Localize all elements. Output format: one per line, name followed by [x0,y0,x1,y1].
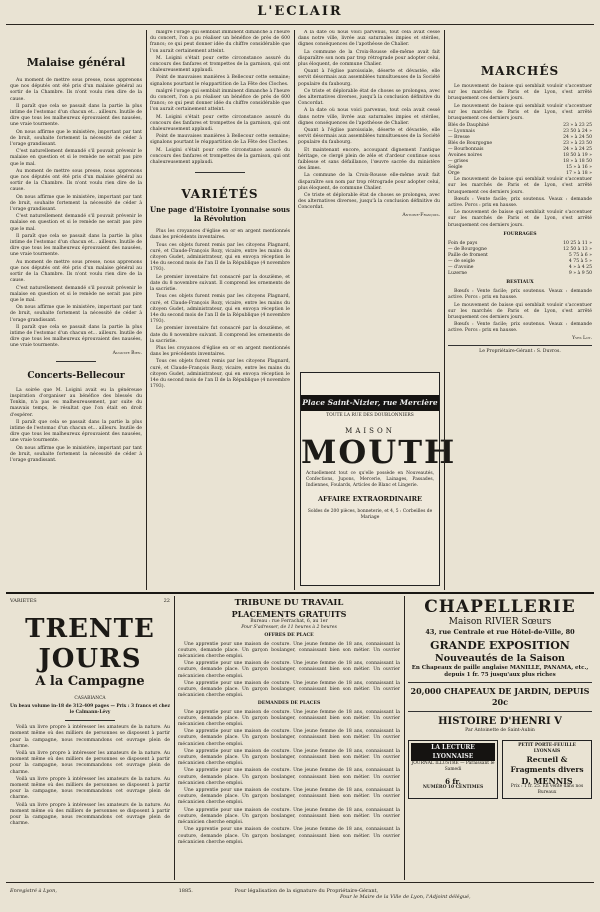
paragraph: Ce triste et déplorable état de choses se prolongea, avec des alternatives diverses, jusqu'à la conclusion définitive du Concordat. [298,193,440,211]
price-value: 4 » à 4 25 [568,265,592,271]
serial-header [10,598,170,604]
price-value: 24 » à 24 50 [563,135,592,141]
price-label: — Bresse [448,135,470,141]
paragraph: Point de mauvaises manières à Bellecour cette semaine; signalons pourtant le réappartition de La Fête des Cloches. [150,134,290,146]
paragraph: Le premier inventaire fut consacré par la douzième, et date du 8 novembre suivant. Il comprend les ornements de la sacristie. [150,274,290,293]
serial-number: 22 [163,598,170,604]
paragraph: Et maintenant encore, accoupant dignement l'antique héritage, ce clergé plein de zèle et d'ardeur continue sous faiblesse et sans défaillance, l'œuvre sacrée du ministère des âmes. [298,147,440,172]
tribune-subtitle: PLACEMENTS GRATUITS [231,609,347,619]
paragraph: Plus les croyances d'église en or en argent mentionnés dans les précédents inventaires. [150,345,290,358]
recueil-author: D. MENNIS [521,776,573,787]
price-value: 23 50 à 24 » [563,129,592,135]
price-label: Blés de Dauphiné [448,123,489,129]
paragraph: Bœufs : Vente facile; prix soutenus. Veaux : demande active. Porcs : prix en hausse. [448,322,592,334]
column-divider [146,30,147,590]
paragraph: Une apprentie pour une maison de couture. Une jeune femme de 18 ans, connaissant la couture, demande place. Un garçon boulanger, connaissant bien son métier. Un ouvrier mécanicien cherche emploi. [178,768,400,786]
price-label: Blés de Bourgogne [448,141,493,147]
recueil-ad [502,740,592,799]
paragraph: On nous affirme que le ministère, important par tant de bruit, souhaite fortement la nécessité de céder à l'orage grandissant. [10,445,142,463]
price-value: 4 75 à 5 » [568,259,592,265]
varietes-title: VARIÉTÉS [181,187,259,202]
price-value: 15 » à 16 » [566,165,592,171]
lecture-price: 6 fr. [445,777,461,787]
serial-author: CASABIANCA [74,696,106,702]
price-label: — Lyonnais [448,129,475,135]
paragraph: La commune de la Croix-Rousse elle-même avait fait disparaître son nom par trop rétrograde pour adopter celui, plus éloquent, de commune Chalier. [298,49,440,68]
column-2 [150,30,290,590]
paragraph: Une apprentie pour une maison de couture. Une jeune femme de 18 ans, connaissant la couture, demande place. Un garçon boulanger, connaissant bien son métier. Un ouvrier mécanicien cherche emploi. [178,788,400,806]
paragraph: Bœufs : Vente facile; prix soutenus. Veaux : demande active. Porcs : prix en hausse. [448,196,592,209]
paragraph: Le mouvement de baisse qui semblait vouloir s'accentuer sur les marchés de Paris et de Lyon, s'est arrêté brusquement ces derniers jours. [448,103,592,122]
serial-subtitle: A la Campagne [35,674,145,690]
price-label: — d'avoine [448,265,474,271]
tribune-column [178,598,400,880]
chapellerie-advertisement [408,598,592,880]
lecture-title: LA LECTURE LYONNAISE [411,743,495,761]
column-divider [174,596,175,880]
article-title-concerts: Concerts-Bellecour [27,370,125,381]
paragraph: Une apprentie pour une maison de couture. Une jeune femme de 18 ans, connaissant la couture, demande place. Un garçon boulanger, connaissant bien son métier. Un ouvrier mécanicien cherche emploi. [178,827,400,845]
paragraph: Il paraît que cela se passait dans la partie la plus intime de l'estomac d'un chacun et... ailleurs. Inutile de dire que tous les malheureux éprouvaient des nausées, une vraie tourmente. [10,324,142,349]
paragraph: Le mouvement de baisse qui semblait vouloir s'accentuer sur les marchés de Paris et de Lyon, s'est arrêté brusquement ces derniers jours. [448,84,592,102]
footer-year: 1885. [178,888,193,894]
paragraph: Une apprentie pour une maison de couture. Une jeune femme de 18 ans, connaissant la couture, demande place. Un garçon boulanger, connaissant bien son métier. Un ouvrier mécanicien cherche emploi. [178,729,400,747]
paragraph: La soirée que M. Loigini avait eu la généreuse inspiration d'organiser au bénéfice des blessés du Tonkin, n'a pas eu malheureusement, par suite du mauvais temps, le résultat que l'on était en droit d'espérer. [10,387,142,418]
bottom-ads-row [408,740,592,799]
paragraph: Voilà un livre propre à intéresser les amateurs de la nature. Au moment même où des milliers de personnes se disposent à partir pour la campagne, nous recommandons cet ouvrage plein de charme. [10,776,170,801]
paragraph: Au moment de mettre sous presse, nous apprenons que nos députés ont été pris d'un malaise général au sortir de la Chambre. Ils n'ont voulu rien dire de la cause. [10,259,142,284]
price-value: 23 » à 23 50 [563,141,592,147]
column-divider [444,30,445,590]
price-label: Avoines noires [448,153,482,159]
paragraph: Une apprentie pour une maison de couture. Une jeune femme de 18 ans, connaissant la couture, demande place. Un garçon boulanger, connaissant bien son métier. Un ouvrier mécanicien cherche emploi. [178,709,400,728]
paragraph: On nous affirme que le ministère, important par tant de bruit, souhaite fortement la nécessité de céder à l'orage grandissant. [10,305,142,323]
separator [408,682,592,683]
fourrages-heading: FOURRAGES [503,231,537,237]
paragraph: Voilà un livre propre à intéresser les amateurs de la nature. Au moment même où des milliers de personnes se disposent à partir pour la campagne, nous recommandons cet ouvrage plein de charme. [10,725,170,749]
ad-place: Place Saint-Nizier, rue Mercière [301,395,439,411]
column-1 [10,30,142,590]
paragraph: Il paraît que cela se passait dans la partie la plus intime de l'estomac d'un chacun et... ailleurs. Inutile de dire que tous les malheureux éprouvaient des nausées, une vraie tourmente. [10,419,142,444]
paragraph: Une apprentie pour une maison de couture. Une jeune femme de 18 ans, connaissant la couture, demande place. Un garçon boulanger, connaissant bien son métier. Un ouvrier mécanicien cherche emploi. [178,807,400,826]
paragraph: Tous ces objets furent remis par les citoyens Plagnard, curé, et Claude-François Rozy, vicaire, entre les mains du citoyen Gudet, administrateur, qui en envoya réception le 14e du second mois de l'an II de la République (4 novembre 1793). [150,242,290,273]
price-label: Paille de froment [448,253,488,259]
separator [56,361,96,362]
footer-rule [6,882,594,883]
separator [408,711,592,712]
recueil-price: Prix : 1 fr. 25. En vente dans nos Bureaux [510,784,584,796]
lecture-subtitle: JOURNAL ILLUSTRÉ — Paraissant le Samedi [411,761,495,773]
marches-title: MARCHÉS [480,64,560,78]
fourrages-table [448,241,592,277]
price-label: — de Bourgogne [448,247,487,253]
price-value: 9 » à 9 50 [568,271,592,277]
paragraph: Une apprentie pour une maison de couture. Une jeune femme de 18 ans, connaissant la couture, demande place. Un garçon boulanger, connaissant bien son métier. Un ouvrier mécanicien cherche emploi. [178,748,400,767]
chapellerie-nouveautes: Nouveautés de la Saison [435,653,565,664]
paragraph: Ce triste et déplorable état de choses se prolongea, avec des alternatives diverses, jusqu'à la conclusion définitive du Concordat. [298,88,440,107]
paragraph: M. Loigini s'était pour cette circonstance assuré du concours des fanfares et trompettes de la garnison, qui ont chaleureusement applaudi. [150,147,290,166]
bestiaux-heading: BESTIAUX [506,280,534,286]
ad-bottom: Soldes de 200 pièces, bonneterie, et 4, 5 : Corbeilles de Mariage [307,509,433,520]
paragraph: On nous affirme que le ministère, important par tant de bruit, souhaite fortement la nécessité de céder à l'orage grandissant. [10,194,142,213]
chapellerie-maison: Maison RIVIER Sœurs [448,617,552,627]
ad-maison: MAISON [345,427,395,435]
ad-text: Actuellement tout ce qu'elle possède en Nouveautés, Confections, Jupons, Mercerie, Lainages, Passades, Indiennes, Foulards, Articles de Blanc et Lingerie. [306,471,434,488]
paragraph: Il paraît que cela se passait dans la partie la plus intime de l'estomac d'un chacun et... ailleurs. Inutile de dire que tous les malheureux éprouvaient des nausées, une vraie tourmente. [10,103,142,128]
paragraph: malgré l'orage qui semblait imminent dimanche à l'heure du concert, l'on a pu réaliser un bénéfice de près de 600 francs; ce qui peut donner idée du chiffre considérable que l'on aurait certainement atteint. [150,88,290,113]
paragraph: Le mouvement de baisse qui semblait vouloir s'accentuer sur les marchés de Paris et de Lyon, s'est arrêté brusquement ces derniers jours. [448,210,592,228]
bottom-section-rule [6,592,594,594]
price-label: — grises [448,159,469,165]
tribune-hours: Pour S'adresser, de 11 heures à 2 heures [241,625,337,631]
price-label: Luzerne [448,271,468,277]
paragraph: Tous ces objets furent remis par les citoyens Plagnard, curé, et Claude-François Rozy, vicaire, entre les mains du citoyen Gudet, administrateur, qui en envoya réception le 14e du second mois de l'an II de la République (4 novembre 1793). [150,294,290,325]
signature: Antoine-François. [402,212,440,218]
footer-right: Pour légalisation de la signature du Propriétaire-Gérant, [234,888,379,894]
signature: Auguste Bien. [112,350,142,356]
page-footer [10,888,590,900]
paragraph: Voilà un livre propre à intéresser les amateurs de la nature. Au moment même où des milliers de personnes se disposent à partir pour la campagne, nous recommandons cet ouvrage plein de charme. [10,802,170,827]
paragraph: M. Loigini s'était pour cette circonstance assuré du concours des fanfares et trompettes de la garnison, qui ont chaleureusement applaudi. [150,55,290,74]
price-label: — Bourbonnais [448,147,484,153]
price-value: 18 » à 18 50 [563,159,592,165]
paragraph: M. Loigini s'était pour cette circonstance assuré du concours des fanfares et trompettes de la garnison, qui ont chaleureusement applaudi. [150,114,290,133]
paragraph: Quant à l'église paroissiale, déserte et dévastée, elle servit désormais aux assemblées tumultueuses de la Société populaire du faubourg. [298,69,440,87]
column-4 [448,30,592,590]
varietes-subtitle: Une page d'Histoire Lyonnaise sous la Révolution [150,205,290,224]
paragraph: Point de mauvaises manières à Bellecour cette semaine; signalons pourtant le réappartition de La Fête des Cloches. [150,75,290,87]
price-value: 24 » à 24 25 [563,147,592,153]
price-value: 18 50 à 19 » [563,153,592,159]
demandes-heading: DEMANDES DE PLACES [257,701,321,707]
signature: Yves Lot. [572,335,592,341]
separator [65,720,115,721]
offres-heading: OFFRES DE PLACE [264,633,314,639]
paragraph: La commune de la Croix-Rousse elle-même avait fait disparaître son nom par trop rétrograde pour adopter celui, plus éloquent, de commune Chalier. [298,173,440,191]
price-value: 10 25 à 11 » [563,241,592,247]
serial-title: TRENTE JOURS [25,614,155,675]
masthead-rule [6,24,594,25]
chapellerie-promo: 20,000 CHAPEAUX DE JARDIN, DEPUIS 20c [410,686,590,707]
price-label: Seigle [448,165,463,171]
paragraph: malgré l'orage qui semblait imminent dimanche à l'heure du concert, l'on a pu réaliser un bénéfice de près de 600 francs; ce qui peut donner idée du chiffre considérable que l'on aurait certainement atteint. [150,30,290,54]
ad-brand: MOUTH [301,433,457,471]
separator [448,345,592,346]
recueil-top: PETIT PORTE-FEUILLE LYONNAIS [518,743,576,755]
price-table [448,123,592,177]
price-value: 5 75 à 6 » [568,253,592,259]
paragraph: On nous affirme que le ministère, important par tant de bruit, souhaite fortement la nécessité de céder à l'orage grandissant. [10,129,142,148]
paragraph: Une apprentie pour une maison de couture. Une jeune femme de 18 ans, connaissant la couture, demande place. Un garçon boulanger, connaissant bien son métier. Un ouvrier mécanicien cherche emploi. [178,641,400,660]
paragraph: Au moment de mettre sous presse, nous apprenons que nos députés ont été pris d'un malaise général au sortir de la Chambre. Ils n'ont voulu rien dire de la cause. [10,78,142,102]
tribune-address: Bureau : rue Ferrachat, 6, au 1er [250,619,328,624]
chapellerie-title: CHAPELLERIE [424,598,576,617]
chapellerie-paille: En Chapeaux de paille anglaise MANILLE, PANAMA, etc., depuis 1 fr. 75 jusqu'aux plus riches [411,665,589,678]
gerant-line: Le Propriétaire-Gérant : S. Duvros. [479,348,561,354]
paragraph: C'est naturellement demandé s'il pouvait prévenir le malaise en question et si le remède ne serait pas pire que le mal. [10,285,142,303]
paragraph: Au moment de mettre sous presse, nous apprenons que nos députés ont été pris d'un malaise général au sortir de la Chambre. Ils n'ont voulu rien dire de la cause. [10,168,142,193]
price-label: Orge [448,171,460,177]
henri-title: HISTOIRE D'HENRI V [438,716,562,727]
price-value: 17 » à 18 » [566,171,592,177]
footer-right-2: Pour le Maire de la Ville de Lyon, l'Adjoint délégué, [340,894,471,900]
paragraph: Tous ces objets furent remis par les citoyens Plagnard, curé, et Claude-François Rozy, vicaire, entre les mains du citoyen Gudet, administrateur, qui en envoya réception le 14e du second mois de l'an II de la République (4 novembre 1793). [150,359,290,390]
footer-left: Enregistré à Lyon, [10,888,57,894]
paragraph: Une apprentie pour une maison de couture. Une jeune femme de 18 ans, connaissant la couture, demande place. Un garçon boulanger, connaissant bien son métier. Un ouvrier mécanicien cherche emploi. [178,661,400,679]
mouth-advertisement [300,372,457,586]
paragraph: A la date où nous voici parvenus, tout cela avait cessé dans notre ville, livrée aux saturnales impies et stériles, dignes conséquences de l'apothéose de Chalier. [298,30,440,48]
serial-volume: Un beau volume in-18 de 312-409 pages — Prix : 3 francs et chez le Calmann-Lévy [10,704,170,716]
paragraph: Quant à l'église paroissiale, déserte et dévastée, elle servit désormais aux assemblées tumultueuses de la Société populaire du faubourg. [298,128,440,146]
column-3 [298,30,440,360]
chapellerie-address: 43, rue Centrale et rue Hôtel-de-Ville, 80 [425,628,575,636]
column-divider [294,30,295,590]
henri-subtitle: Par Antoinette de Saint-Aubin [465,728,535,733]
price-value: 12 50 à 13 » [563,247,592,253]
paragraph: Plus les croyances d'église en or en argent mentionnés dans les précédents inventaires. [150,229,290,241]
lecture-numero: NUMÉRO 10 CENTIMES [422,785,484,791]
lecture-ad [408,740,498,799]
paragraph: Il paraît que cela se passait dans la partie la plus intime de l'estomac d'un chacun et... ailleurs. Inutile de dire que tous les malheureux éprouvaient des nausées, une vraie tourmente. [10,233,142,258]
paragraph: Le mouvement de baisse qui semblait vouloir s'accentuer sur les marchés de Paris et de Lyon, s'est arrêté brusquement ces derniers jours. [448,302,592,321]
paragraph: Le premier inventaire fut consacré par la douzième, et date du 8 novembre suivant. Il comprend les ornements de la sacristie. [150,326,290,344]
recueil-title: Recueil & Fragments divers [510,755,584,775]
price-label: Foin de pays [448,241,478,247]
tribune-title: TRIBUNE DU TRAVAIL [234,598,344,608]
separator [195,172,245,173]
ad-affaire: AFFAIRE EXTRAORDINAIRE [318,495,422,503]
price-row [448,271,592,277]
paragraph: C'est naturellement demandé s'il pouvait prévenir le malaise en question et si le remède ne serait pas pire que le mal. [10,214,142,232]
paragraph: Bœufs : Vente facile; prix soutenus. Veaux : demande active. Porcs : prix en hausse. [448,289,592,301]
paragraph: Voilà un livre propre à intéresser les amateurs de la nature. Au moment même où des milliers de personnes se disposent à partir pour la campagne, nous recommandons cet ouvrage plein de charme. [10,751,170,775]
chapellerie-expo: GRANDE EXPOSITION [430,639,570,652]
serial-label: VARIÉTÉS [10,598,37,604]
serial-column [10,598,170,880]
paragraph: C'est naturellement demandé s'il pouvait prévenir le malaise en question et si le remède ne serait pas pire que le mal. [10,149,142,167]
article-title-malaise: Malaise général [26,56,126,69]
ad-tag: TOUTE LA RUE DES DOUBLONNIERS [326,413,414,418]
price-label: — de seigle [448,259,475,265]
masthead: L'ECLAIR [257,4,343,19]
paragraph: A la date où nous voici parvenus, tout cela avait cessé dans notre ville, livrée aux saturnales impies et stériles, dignes conséquences de l'apothéose de Chalier. [298,108,440,126]
price-value: 23 » à 23 25 [563,123,592,129]
column-divider [404,596,405,880]
paragraph: Le mouvement de baisse qui semblait vouloir s'accentuer sur les marchés de Paris et de Lyon, s'est arrêté brusquement ces derniers jours. [448,177,592,195]
paragraph: Une apprentie pour une maison de couture. Une jeune femme de 18 ans, connaissant la couture, demande place. Un garçon boulanger, connaissant bien son métier. Un ouvrier mécanicien cherche emploi. [178,680,400,699]
